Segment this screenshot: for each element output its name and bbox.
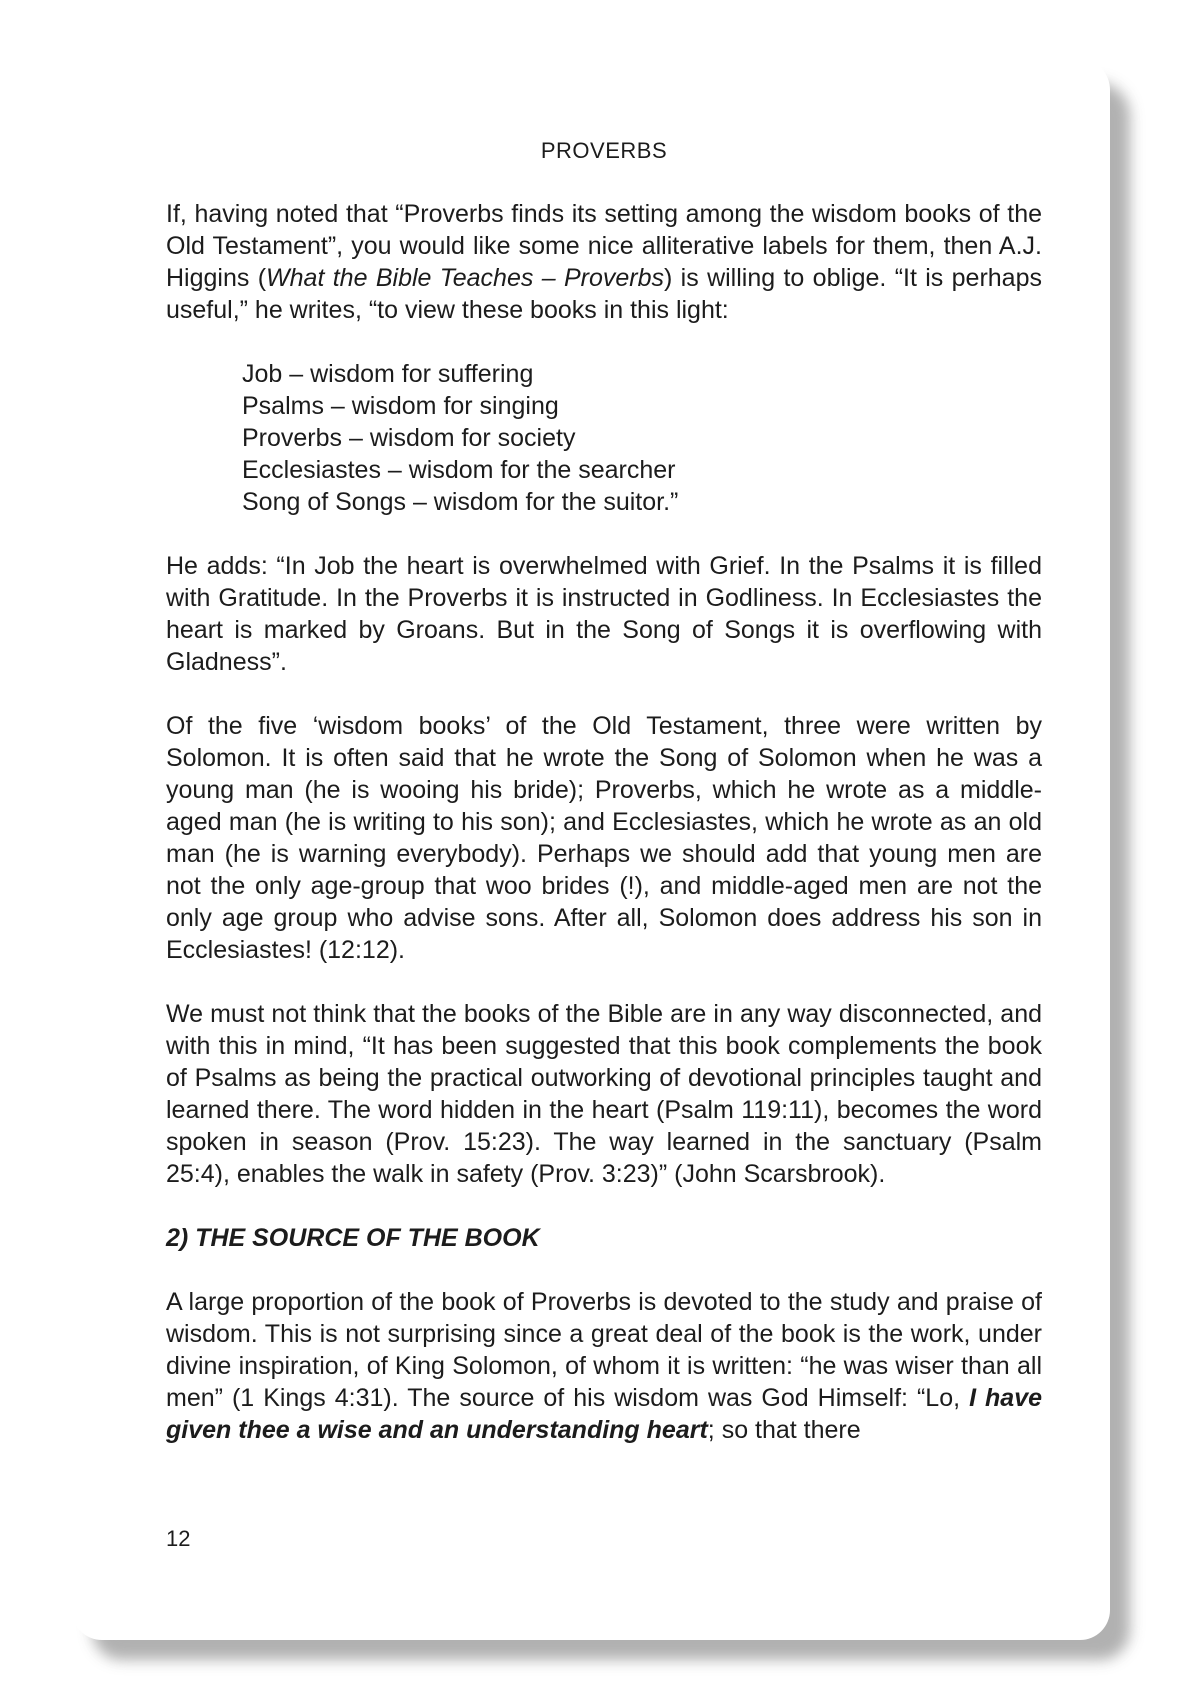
list-item-proverbs: Proverbs – wisdom for society xyxy=(242,424,576,452)
paragraph-five-wisdom-books: Of the five ‘wisdom books’ of the Old Testament, three were written by Solomon. It is often said that he wrote the Song of Solomon when he was a young man (he is wooing his bride); Proverbs, which he wrote as a middle-aged man (he is writing to his son); and Ecclesiastes, which he wrote as an old man (he is warning everybody). Perhaps we should add that young men are not the only age-group that woo brides (!), and middle-aged men are not the only age group who advise sons. After all, Solomon does address his son in Ecclesiastes! (12:12). xyxy=(166,712,1042,964)
section-heading: 2) THE SOURCE OF THE BOOK xyxy=(166,1224,540,1252)
paragraph-he-adds: He adds: “In Job the heart is overwhelmed with Grief. In the Psalms it is filled with Gratitude. In the Proverbs it is instructed in Godliness. In Ecclesiastes the heart is marked by Groans. But in the Song of Songs it is overflowing with Gladness”. xyxy=(166,552,1042,676)
scripture-quote-bold-italic: I have given thee a wise and an understanding heart xyxy=(166,1384,1043,1444)
list-item-song-of-songs: Song of Songs – wisdom for the suitor.” xyxy=(242,488,679,516)
page-body xyxy=(166,136,1042,1478)
paragraph-source-text-a: A large proportion of the book of Proverbs is devoted to the study and praise of wisdom. This is not surprising since a great deal of the book is the work, under divine inspiration, of King Solomon, of whom it is written: “he was wiser than all men” (1 Kings 4:31). The source of his wisdom was God Himself: “Lo, xyxy=(166,1288,1042,1412)
paragraph-source xyxy=(166,1286,1042,1446)
paragraph-source-text-b: ; so that there xyxy=(707,1416,861,1444)
book-page xyxy=(72,58,1110,1640)
list-item-ecclesiastes: Ecclesiastes – wisdom for the searcher xyxy=(242,456,676,484)
list-item-job: Job – wisdom for suffering xyxy=(242,360,534,388)
list-item-psalms: Psalms – wisdom for singing xyxy=(242,392,559,420)
running-head: PROVERBS xyxy=(540,138,668,163)
paragraph-intro-text-b: ) is willing to oblige. “It is perhaps useful,” he writes, “to view these books in this light: xyxy=(166,264,1042,324)
wisdom-books-list xyxy=(166,358,1042,518)
paragraph-intro xyxy=(166,198,1042,326)
page-number: 12 xyxy=(166,1526,191,1551)
book-title-italic: What the Bible Teaches – Proverbs xyxy=(266,264,664,292)
paragraph-books-connected: We must not think that the books of the Bible are in any way disconnected, and with this in mind, “It has been suggested that this book complements the book of Psalms as being the practical outworking of devotional principles taught and learned there. The word hidden in the heart (Psalm 119:11), becomes the word spoken in season (Prov. 15:23). The way learned in the sanctuary (Psalm 25:4), enables the walk in safety (Prov. 3:23)” (John Scarsbrook). xyxy=(166,1000,1042,1188)
paragraph-intro-text-a: If, having noted that “Proverbs finds its setting among the wisdom books of the Old Testament”, you would like some nice alliterative labels for them, then A.J. Higgins ( xyxy=(166,200,1042,292)
